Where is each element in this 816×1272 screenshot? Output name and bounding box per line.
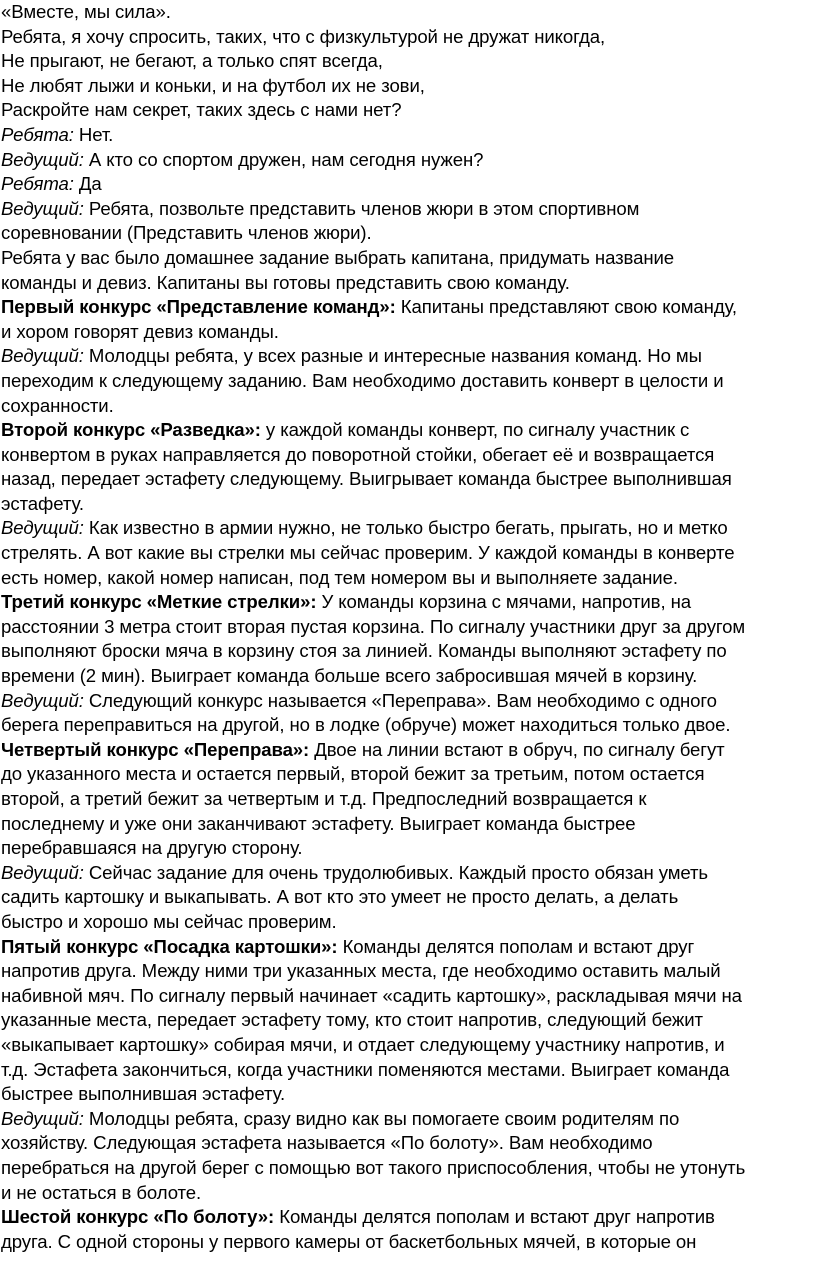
speaker-label: Ведущий:	[1, 148, 84, 170]
speaker-label: Ребята:	[1, 123, 74, 145]
speaker-label: Ведущий:	[1, 689, 84, 711]
text-line	[1, 1008, 810, 1033]
line-text: последнему и уже они заканчивают эстафету. Выиграет команда быстрее	[1, 812, 636, 834]
text-line	[1, 689, 810, 714]
speaker-label: Ведущий:	[1, 861, 84, 883]
text-line	[1, 1033, 810, 1058]
text-line	[1, 787, 810, 812]
text-line	[1, 1131, 810, 1156]
contest-heading: Второй конкурс «Разведка»:	[1, 419, 261, 441]
text-line	[1, 443, 810, 468]
text-line	[1, 812, 810, 837]
line-text: быстрее выполнившая эстафету.	[1, 1083, 286, 1105]
text-line	[1, 1107, 810, 1132]
line-text: у каждой команды конверт, по сигналу участник с	[260, 419, 690, 441]
line-text: Раскройте нам секрет, таких здесь с нами нет?	[1, 99, 402, 121]
text-line	[1, 615, 810, 640]
text-line	[1, 664, 810, 689]
line-text: т.д. Эстафета закончиться, когда участники поменяются местами. Выиграет команда	[1, 1058, 730, 1080]
text-line	[1, 295, 810, 320]
text-line	[1, 98, 810, 123]
speaker-label: Ведущий:	[1, 197, 84, 219]
text-line	[1, 148, 810, 173]
line-text: Молодцы ребята, сразу видно как вы помогаете своим родителям по	[83, 1107, 680, 1129]
text-line	[1, 590, 810, 615]
line-text: перебраться на другой берег с помощью вот такого приспособления, чтобы не утонуть	[1, 1156, 746, 1178]
line-text: Двое на линии встают в обруч, по сигналу бегут	[309, 738, 725, 760]
line-text: Сейчас задание для очень трудолюбивых. Каждый просто обязан уметь	[83, 861, 709, 883]
text-line	[1, 910, 810, 935]
text-line	[1, 221, 810, 246]
line-text: перебравшаяся на другую сторону.	[1, 837, 303, 859]
text-line	[1, 516, 810, 541]
line-text: Как известно в армии нужно, не только быстро бегать, прыгать, но и метко	[83, 517, 728, 539]
line-text: напротив друга. Между ними три указанных места, где необходимо оставить малый	[1, 960, 721, 982]
contest-heading: Шестой конкурс «По болоту»:	[1, 1206, 275, 1228]
line-text: второй, а третий бежит за четвертым и т.д. Предпоследний возвращается к	[1, 788, 647, 809]
text-line	[1, 492, 810, 517]
text-line	[1, 74, 810, 99]
text-line	[1, 566, 810, 591]
text-line	[1, 369, 810, 394]
line-text: А кто со спортом дружен, нам сегодня нужен?	[83, 148, 484, 170]
text-line	[1, 1082, 810, 1107]
line-text: есть номер, какой номер написан, под тем номером вы и выполняете задание.	[1, 566, 678, 588]
text-line	[1, 1230, 810, 1255]
text-line	[1, 123, 810, 148]
contest-heading: Первый конкурс «Представление команд»:	[1, 296, 396, 318]
contest-heading: Пятый конкурс «Посадка картошки»:	[1, 935, 338, 957]
text-line	[1, 935, 810, 960]
line-text: указанные места, передает эстафету тому, кто стоит напротив, следующий бежит	[1, 1009, 703, 1031]
text-line	[1, 394, 810, 419]
text-line	[1, 1058, 810, 1083]
text-line	[1, 738, 810, 763]
text-line	[1, 1181, 810, 1206]
text-line	[1, 639, 810, 664]
line-text: набивной мяч. По сигналу первый начинает «садить картошку», раскладывая мячи на	[1, 984, 742, 1006]
contest-heading: Третий конкурс «Меткие стрелки»:	[1, 591, 317, 613]
text-line	[1, 1156, 810, 1181]
line-text: берега переправиться на другой, но в лодке (обруче) может находиться только двое.	[1, 714, 731, 736]
text-line	[1, 25, 810, 50]
line-text: «выкапывает картошку» собирая мячи, и отдает следующему участнику напротив, и	[1, 1033, 725, 1055]
line-text: эстафету.	[1, 492, 84, 514]
line-text: Ребята у вас было домашнее задание выбрать капитана, придумать название	[1, 246, 675, 268]
contest-heading: Четвертый конкурс «Переправа»:	[1, 738, 310, 760]
line-text: быстро и хорошо мы сейчас проверим.	[1, 910, 337, 932]
line-text: Молодцы ребята, у всех разные и интересные названия команд. Но мы	[83, 345, 702, 367]
text-line	[1, 271, 810, 296]
line-text: конвертом в руках направляется до поворотной стойки, обегает её и возвращается	[1, 443, 715, 465]
line-text: соревновании (Представить членов жюри).	[1, 222, 372, 244]
text-line	[1, 246, 810, 271]
text-line	[1, 885, 810, 910]
text-line	[1, 172, 810, 197]
line-text: Следующий конкурс называется «Переправа». Вам необходимо с одного	[83, 689, 717, 711]
text-line	[1, 467, 810, 492]
line-text: команды и девиз. Капитаны вы готовы представить свою команду.	[1, 271, 570, 293]
text-line	[1, 762, 810, 787]
line-text: Не любят лыжи и коньки, и на футбол их не зови,	[1, 74, 425, 96]
text-line	[1, 959, 810, 984]
text-line	[1, 861, 810, 886]
line-text: переходим к следующему заданию. Вам необходимо доставить конверт в целости и	[1, 369, 724, 391]
text-line	[1, 1205, 810, 1230]
line-text: «Вместе, мы сила».	[1, 1, 171, 22]
text-line	[1, 0, 810, 25]
line-text: назад, передает эстафету следующему. Выигрывает команда быстрее выполнившая	[1, 468, 732, 490]
line-text: Команды делятся пополам и встают друг	[337, 935, 695, 957]
text-line	[1, 836, 810, 861]
speaker-label: Ведущий:	[1, 1107, 84, 1129]
speaker-label: Ведущий:	[1, 517, 84, 539]
line-text: расстоянии 3 метра стоит вторая пустая корзина. По сигналу участники друг за другом	[1, 615, 746, 637]
speaker-label: Ведущий:	[1, 345, 84, 367]
text-line	[1, 344, 810, 369]
line-text: У команды корзина с мячами, напротив, на	[316, 591, 691, 613]
line-text: до указанного места и остается первый, второй бежит за третьим, потом остается	[1, 763, 705, 785]
line-text: Да	[73, 173, 102, 195]
line-text: сохранности.	[1, 394, 114, 416]
line-text: Капитаны представляют свою команду,	[395, 296, 737, 318]
line-text: стрелять. А вот какие вы стрелки мы сейчас проверим. У каждой команды в конверте	[1, 542, 735, 564]
line-text: друга. С одной стороны у первого камеры от баскетбольных мячей, в которые он	[1, 1230, 697, 1252]
text-line	[1, 197, 810, 222]
speaker-label: Ребята:	[1, 173, 74, 195]
text-line	[1, 541, 810, 566]
line-text: Ребята, позвольте представить членов жюри в этом спортивном	[83, 197, 640, 219]
text-line	[1, 418, 810, 443]
line-text: Ребята, я хочу спросить, таких, что с физкультурой не дружат никогда,	[1, 25, 606, 47]
line-text: Нет.	[73, 123, 114, 145]
text-line	[1, 49, 810, 74]
line-text: Команды делятся пополам и встают друг напротив	[274, 1206, 715, 1228]
line-text: Не прыгают, не бегают, а только спят всегда,	[1, 50, 383, 72]
line-text: и хором говорят девиз команды.	[1, 320, 279, 342]
line-text: и не остаться в болоте.	[1, 1181, 202, 1203]
line-text: хозяйству. Следующая эстафета называется «По болоту». Вам необходимо	[1, 1132, 653, 1154]
text-line	[1, 320, 810, 345]
line-text: садить картошку и выкапывать. А вот кто это умеет не просто делать, а делать	[1, 886, 679, 908]
text-line	[1, 713, 810, 738]
line-text: времени (2 мин). Выиграет команда больше всего забросившая мячей в корзину.	[1, 665, 698, 687]
line-text: выполняют броски мяча в корзину стоя за линией. Команды выполняют эстафету по	[1, 640, 727, 662]
text-line	[1, 984, 810, 1009]
